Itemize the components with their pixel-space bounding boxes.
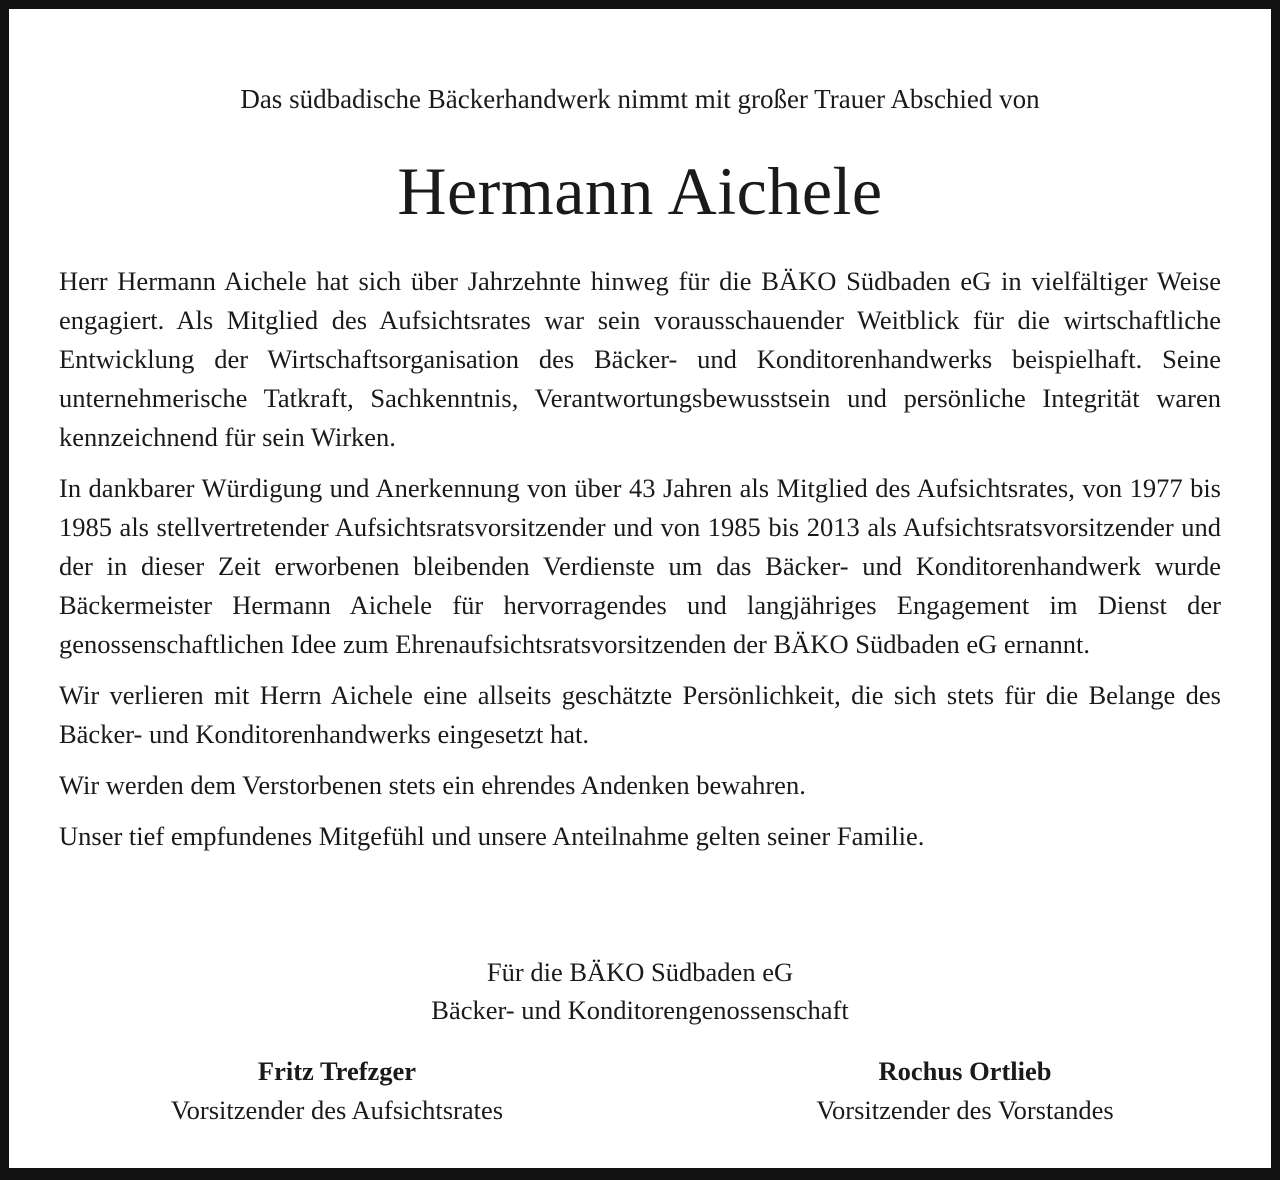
paragraph-engagement: Herr Hermann Aichele hat sich über Jahrzehnte hinweg für die BÄKO Südbaden eG in vielfältiger Weise engagiert. Als Mitglied des Aufsichtsrates war sein vorausschauender Weitblick für die wirtschaftliche Entwicklung der Wirtschaftsorganisation des Bäcker- und Konditorenhandwerks beispielhaft. Seine unternehmerische Tatkraft, Sachkenntnis, Verantwortungsbewusstsein und persönliche Integrität waren kennzeichnend für sein Wirken. xyxy=(59,266,1221,452)
paragraph-condolence: Unser tief empfundenes Mitgefühl und unsere Anteilnahme gelten seiner Familie. xyxy=(59,821,925,851)
organization-name: Für die BÄKO Südbaden eG xyxy=(486,957,794,987)
deceased-name: Hermann Aichele xyxy=(397,153,883,229)
organization-subtitle: Bäcker- und Konditorengenossenschaft xyxy=(431,995,849,1025)
signatory-right xyxy=(715,1052,1215,1130)
paragraph-remembrance: Wir werden dem Verstorbenen stets ein ehrendes Andenken bewahren. xyxy=(59,770,806,800)
notice-body xyxy=(59,262,1221,868)
signatory-title: Vorsitzender des Aufsichtsrates xyxy=(170,1095,504,1125)
signatory-title: Vorsitzender des Vorstandes xyxy=(816,1095,1114,1125)
organization-signature xyxy=(9,953,1271,1029)
paragraph-loss: Wir verlieren mit Herrn Aichele eine allseits geschätzte Persönlichkeit, die sich stets für die Belange des Bäcker- und Konditorenhandwerks eingesetzt hat. xyxy=(59,680,1221,749)
intro-line: Das südbadische Bäckerhandwerk nimmt mit großer Trauer Abschied von xyxy=(240,84,1040,114)
signatory-left xyxy=(87,1052,587,1130)
signatory-name: Rochus Ortlieb xyxy=(878,1056,1052,1086)
paragraph-honor: In dankbarer Würdigung und Anerkennung von über 43 Jahren als Mitglied des Aufsichtsrates, von 1977 bis 1985 als stellvertretender Aufsichtsratsvorsitzender und von 1985 bis 2013 als Aufsichtsratsvorsitzender und der in dieser Zeit erworbenen bleibenden Verdienste um das Bäcker- und Konditorenhandwerk wurde Bäckermeister Hermann Aichele für hervorragendes und langjähriges Engagement im Dienst der genossenschaftlichen Idee zum Ehrenaufsichtsratsvorsitzenden der BÄKO Südbaden eG ernannt. xyxy=(59,473,1221,659)
signatory-name: Fritz Trefzger xyxy=(257,1056,417,1086)
